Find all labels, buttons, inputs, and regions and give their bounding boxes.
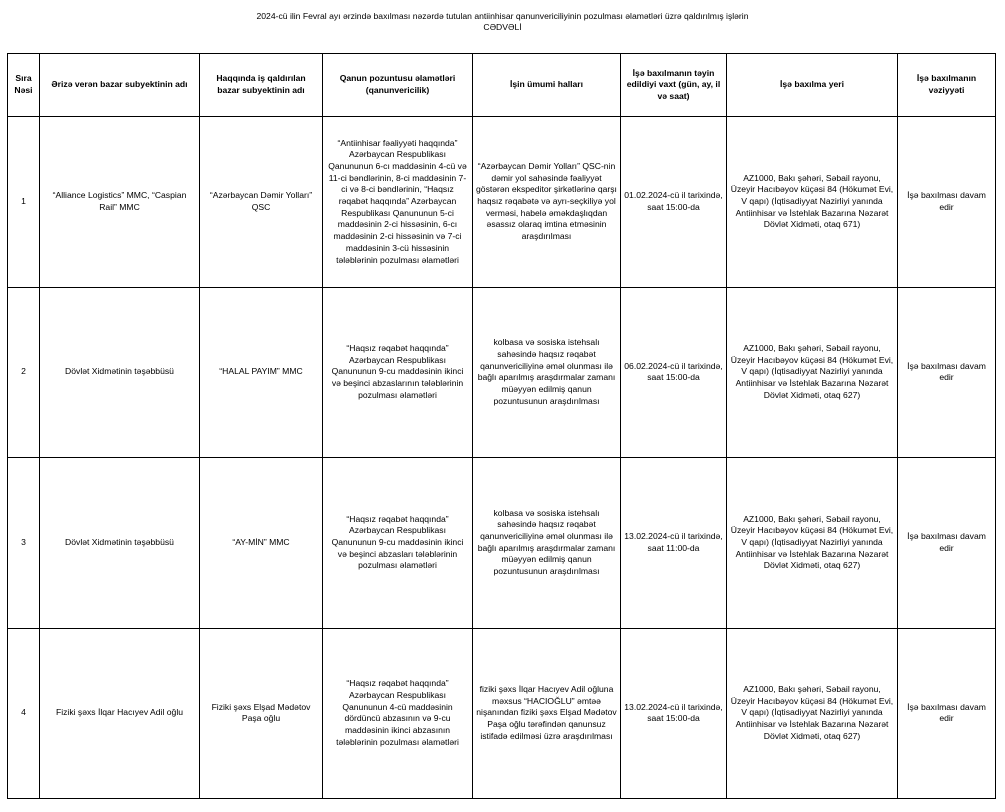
- cell-no: 1: [8, 117, 40, 287]
- cell-violation: “Haqsız rəqabət haqqında” Azərbaycan Respublikası Qanununun 9-cu maddəsinin ikinci və beşinci abzasları tələblərinin pozulması əlamətləri: [323, 458, 473, 628]
- cell-subject: “AY-MİN” MMC: [200, 458, 323, 628]
- cell-time: 13.02.2024-cü il tarixində, saat 15:00-da: [621, 628, 727, 798]
- table-header-row: [8, 54, 996, 117]
- cell-place: AZ1000, Bakı şəhəri, Səbail rayonu, Üzeyir Hacıbəyov küçəsi 84 (Hökumət Evi, V qapı) (İqtisadiyyat Nazirliyi yanında Antiinhisar və İstehlak Bazarına Nəzarət Dövlət Xidməti, otaq 627): [727, 458, 898, 628]
- cell-place: AZ1000, Bakı şəhəri, Səbail rayonu, Üzeyir Hacıbəyov küçəsi 84 (Hökumət Evi, V qapı) (İqtisadiyyat Nazirliyi yanında Antiinhisar və İstehlak Bazarına Nəzarət Dövlət Xidməti, otaq 627): [727, 287, 898, 457]
- cell-violation: “Haqsız rəqabət haqqında” Azərbaycan Respublikası Qanununun 4-cü maddəsinin dördüncü abzasının və 9-cu maddəsinin ikinci abzasının tələblərinin pozulması əlamətləri: [323, 628, 473, 798]
- cell-time: 06.02.2024-cü il tarixində, saat 15:00-da: [621, 287, 727, 457]
- cell-no: 2: [8, 287, 40, 457]
- cell-circumstances: kolbasa və sosiska istehsalı sahəsində haqsız rəqabət qanunvericiliyinə əməl olunması ilə bağlı aparılmış araşdırmalar zamanı müəyyən edilmiş qanun pozuntusunun araşdırılması: [473, 458, 621, 628]
- cases-table: [7, 53, 996, 799]
- table-row: [8, 117, 996, 287]
- cell-subject: “HALAL PAYIM” MMC: [200, 287, 323, 457]
- cell-status: İşə baxılması davam edir: [898, 628, 996, 798]
- cell-circumstances: fiziki şəxs İlqar Hacıyev Adil oğluna məxsus “HACIOĞLU” əmtəə nişanından fiziki şəxs Elşad Mədətov Paşa oğlu tərəfindən qanunsuz istifadə edilməsi üzrə araşdırılması: [473, 628, 621, 798]
- cell-subject: Fiziki şəxs Elşad Mədətov Paşa oğlu: [200, 628, 323, 798]
- cell-status: İşə baxılması davam edir: [898, 117, 996, 287]
- cell-applicant: Dövlət Xidmətinin təşəbbüsü: [40, 287, 200, 457]
- cell-time: 13.02.2024-cü il tarixində, saat 11:00-da: [621, 458, 727, 628]
- table-row: [8, 287, 996, 457]
- header-circumstances: İşin ümumi halları: [473, 54, 621, 117]
- cell-applicant: Dövlət Xidmətinin təşəbbüsü: [40, 458, 200, 628]
- cell-status: İşə baxılması davam edir: [898, 458, 996, 628]
- header-no: Sıra Nəsi: [8, 54, 40, 117]
- cell-no: 4: [8, 628, 40, 798]
- cell-applicant: “Alliance Logistics” MMC, “Caspian Rail” MMC: [40, 117, 200, 287]
- cell-status: İşə baxılması davam edir: [898, 287, 996, 457]
- cell-violation: “Antiinhisar fəaliyyəti haqqında” Azərbaycan Respublikası Qanununun 6-cı maddəsinin 4-cü və 11-ci bəndlərinin, 8-ci maddəsinin 7-ci və 8-ci bəndlərinin, “Haqsız rəqabət haqqında” Azərbaycan Respublikası Qanununun 5-ci maddəsinin 2-ci hissəsinin, 6-cı maddəsinin 2-ci hissəsinin və 7-ci maddəsinin 3-cü hissəsinin tələblərinin pozulması əlamətləri: [323, 117, 473, 287]
- header-status: İşə baxılmanın vəziyyəti: [898, 54, 996, 117]
- cell-circumstances: “Azərbaycan Dəmir Yolları” QSC-nin dəmir yol sahəsində fəaliyyət göstərən ekspeditor şirkətlərinə qarşı haqsız rəqabətə və ayrı-seçkiliyə yol verməsi, habelə əməkdaşlıqdan əsassız olaraq imtina etməsinin araşdırılması: [473, 117, 621, 287]
- cell-place: AZ1000, Bakı şəhəri, Səbail rayonu, Üzeyir Hacıbəyov küçəsi 84 (Hökumət Evi, V qapı) (İqtisadiyyat Nazirliyi yanında Antiinhisar və İstehlak Bazarına Nəzarət Dövlət Xidməti, otaq 671): [727, 117, 898, 287]
- header-subject: Haqqında iş qaldırılan bazar subyektinin adı: [200, 54, 323, 117]
- header-applicant: Ərizə verən bazar subyektinin adı: [40, 54, 200, 117]
- document-title: [0, 11, 1005, 33]
- table-row: [8, 458, 996, 628]
- cell-circumstances: kolbasa və sosiska istehsalı sahəsində haqsız rəqabət qanunvericiliyinə əməl olunması ilə bağlı aparılmış araşdırmalar zamanı müəyyən edilmiş qanun pozuntusunun araşdırılması: [473, 287, 621, 457]
- header-violation: Qanun pozuntusu əlamətləri (qanunvericilik): [323, 54, 473, 117]
- cell-place: AZ1000, Bakı şəhəri, Səbail rayonu, Üzeyir Hacıbəyov küçəsi 84 (Hökumət Evi, V qapı) (İqtisadiyyat Nazirliyi yanında Antiinhisar və İstehlak Bazarına Nəzarət Dövlət Xidməti, otaq 627): [727, 628, 898, 798]
- cell-time: 01.02.2024-cü il tarixində, saat 15:00-da: [621, 117, 727, 287]
- header-time: İşə baxılmanın təyin edildiyi vaxt (gün, ay, il və saat): [621, 54, 727, 117]
- table-row: [8, 628, 996, 798]
- document-title-line: 2024-cü ilin Fevral ayı ərzində baxılması nəzərdə tutulan antiinhisar qanunvericiliyinin pozulması əlamətləri üzrə qaldırılmış işlərin: [256, 11, 749, 21]
- header-place: İşə baxılma yeri: [727, 54, 898, 117]
- cell-violation: “Haqsız rəqabət haqqında” Azərbaycan Respublikası Qanununun 9-cu maddəsinin ikinci və beşinci abzaslarının tələblərinin pozulması əlamətləri: [323, 287, 473, 457]
- document-title-heading: CƏDVƏLİ: [483, 22, 522, 32]
- cell-no: 3: [8, 458, 40, 628]
- cell-applicant: Fiziki şəxs İlqar Hacıyev Adil oğlu: [40, 628, 200, 798]
- cell-subject: “Azərbaycan Dəmir Yolları” QSC: [200, 117, 323, 287]
